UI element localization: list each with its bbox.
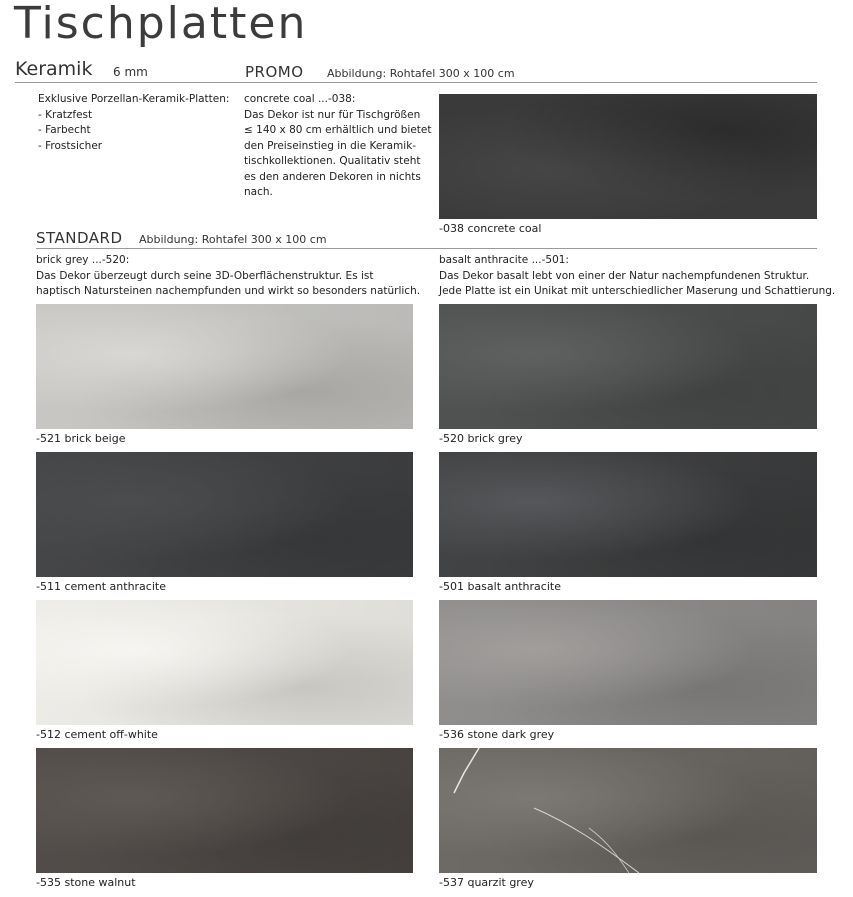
standard-illustration-note: Abbildung: Rohtafel 300 x 100 cm — [139, 233, 327, 246]
promo-desc-line: ≤ 140 x 80 cm erhältlich und bietet — [244, 124, 432, 136]
header-divider — [15, 82, 817, 83]
promo-desc-line: nach. — [244, 186, 273, 198]
decor-swatch — [439, 452, 817, 577]
desc-title: basalt anthracite ...-501: — [439, 254, 569, 266]
decor-swatch — [36, 600, 413, 725]
decor-swatch — [36, 748, 413, 873]
basalt-description — [439, 253, 849, 300]
desc-line: Das Dekor überzeugt durch seine 3D-Oberflächenstruktur. Es ist — [36, 269, 374, 282]
desc-line: haptisch Natursteinen nachempfunden und wirkt so besonders natürlich. — [36, 285, 421, 297]
promo-desc-line: Das Dekor ist nur für Tischgrößen — [244, 108, 421, 121]
decor-caption: -521 brick beige — [36, 432, 126, 445]
promo-description — [244, 92, 434, 201]
decor-caption: -535 stone walnut — [36, 876, 136, 889]
promo-heading: PROMO — [245, 63, 304, 81]
brick-grey-description — [36, 253, 436, 300]
decor-swatch — [439, 600, 817, 725]
material-name: Keramik — [15, 58, 93, 80]
decor-caption: -536 stone dark grey — [439, 728, 555, 741]
features-intro: Exklusive Porzellan-Keramik-Platten: — [38, 93, 230, 105]
decor-caption: -520 brick grey — [439, 432, 523, 445]
promo-desc-line: tischkollektionen. Qualitativ steht — [244, 155, 421, 167]
desc-title: brick grey ...-520: — [36, 254, 130, 266]
promo-desc-line: den Preiseinstieg in die Keramik- — [244, 139, 417, 152]
page-title: Tischplatten — [14, 0, 308, 49]
promo-illustration-note: Abbildung: Rohtafel 300 x 100 cm — [327, 67, 515, 80]
desc-line: Jede Platte ist ein Unikat mit unterschiedlicher Maserung und Schattierung. — [439, 285, 836, 297]
decor-swatch — [36, 304, 413, 429]
promo-desc-line: es den anderen Dekoren in nichts — [244, 170, 421, 183]
decor-caption: -511 cement anthracite — [36, 580, 166, 593]
decor-caption: -501 basalt anthracite — [439, 580, 561, 593]
promo-desc-title: concrete coal ...-038: — [244, 93, 356, 105]
decor-caption: -512 cement off-white — [36, 728, 158, 741]
desc-line: Das Dekor basalt lebt von einer der Natur nachempfundenen Struktur. — [439, 269, 810, 282]
standard-heading: STANDARD — [36, 229, 123, 247]
marble-vein-decoration — [439, 748, 817, 873]
feature-item: - Kratzfest — [38, 108, 93, 121]
decor-swatch — [36, 452, 413, 577]
standard-divider — [36, 248, 817, 249]
decor-caption: -038 concrete coal — [439, 222, 542, 235]
decor-caption: -537 quarzit grey — [439, 876, 534, 889]
feature-item: - Farbecht — [38, 124, 91, 136]
feature-item: - Frostsicher — [38, 139, 103, 152]
decor-swatch — [439, 748, 817, 873]
decor-swatch — [439, 304, 817, 429]
features-block — [38, 92, 238, 154]
decor-swatch-concrete-coal — [439, 94, 817, 219]
material-thickness: 6 mm — [113, 65, 148, 79]
